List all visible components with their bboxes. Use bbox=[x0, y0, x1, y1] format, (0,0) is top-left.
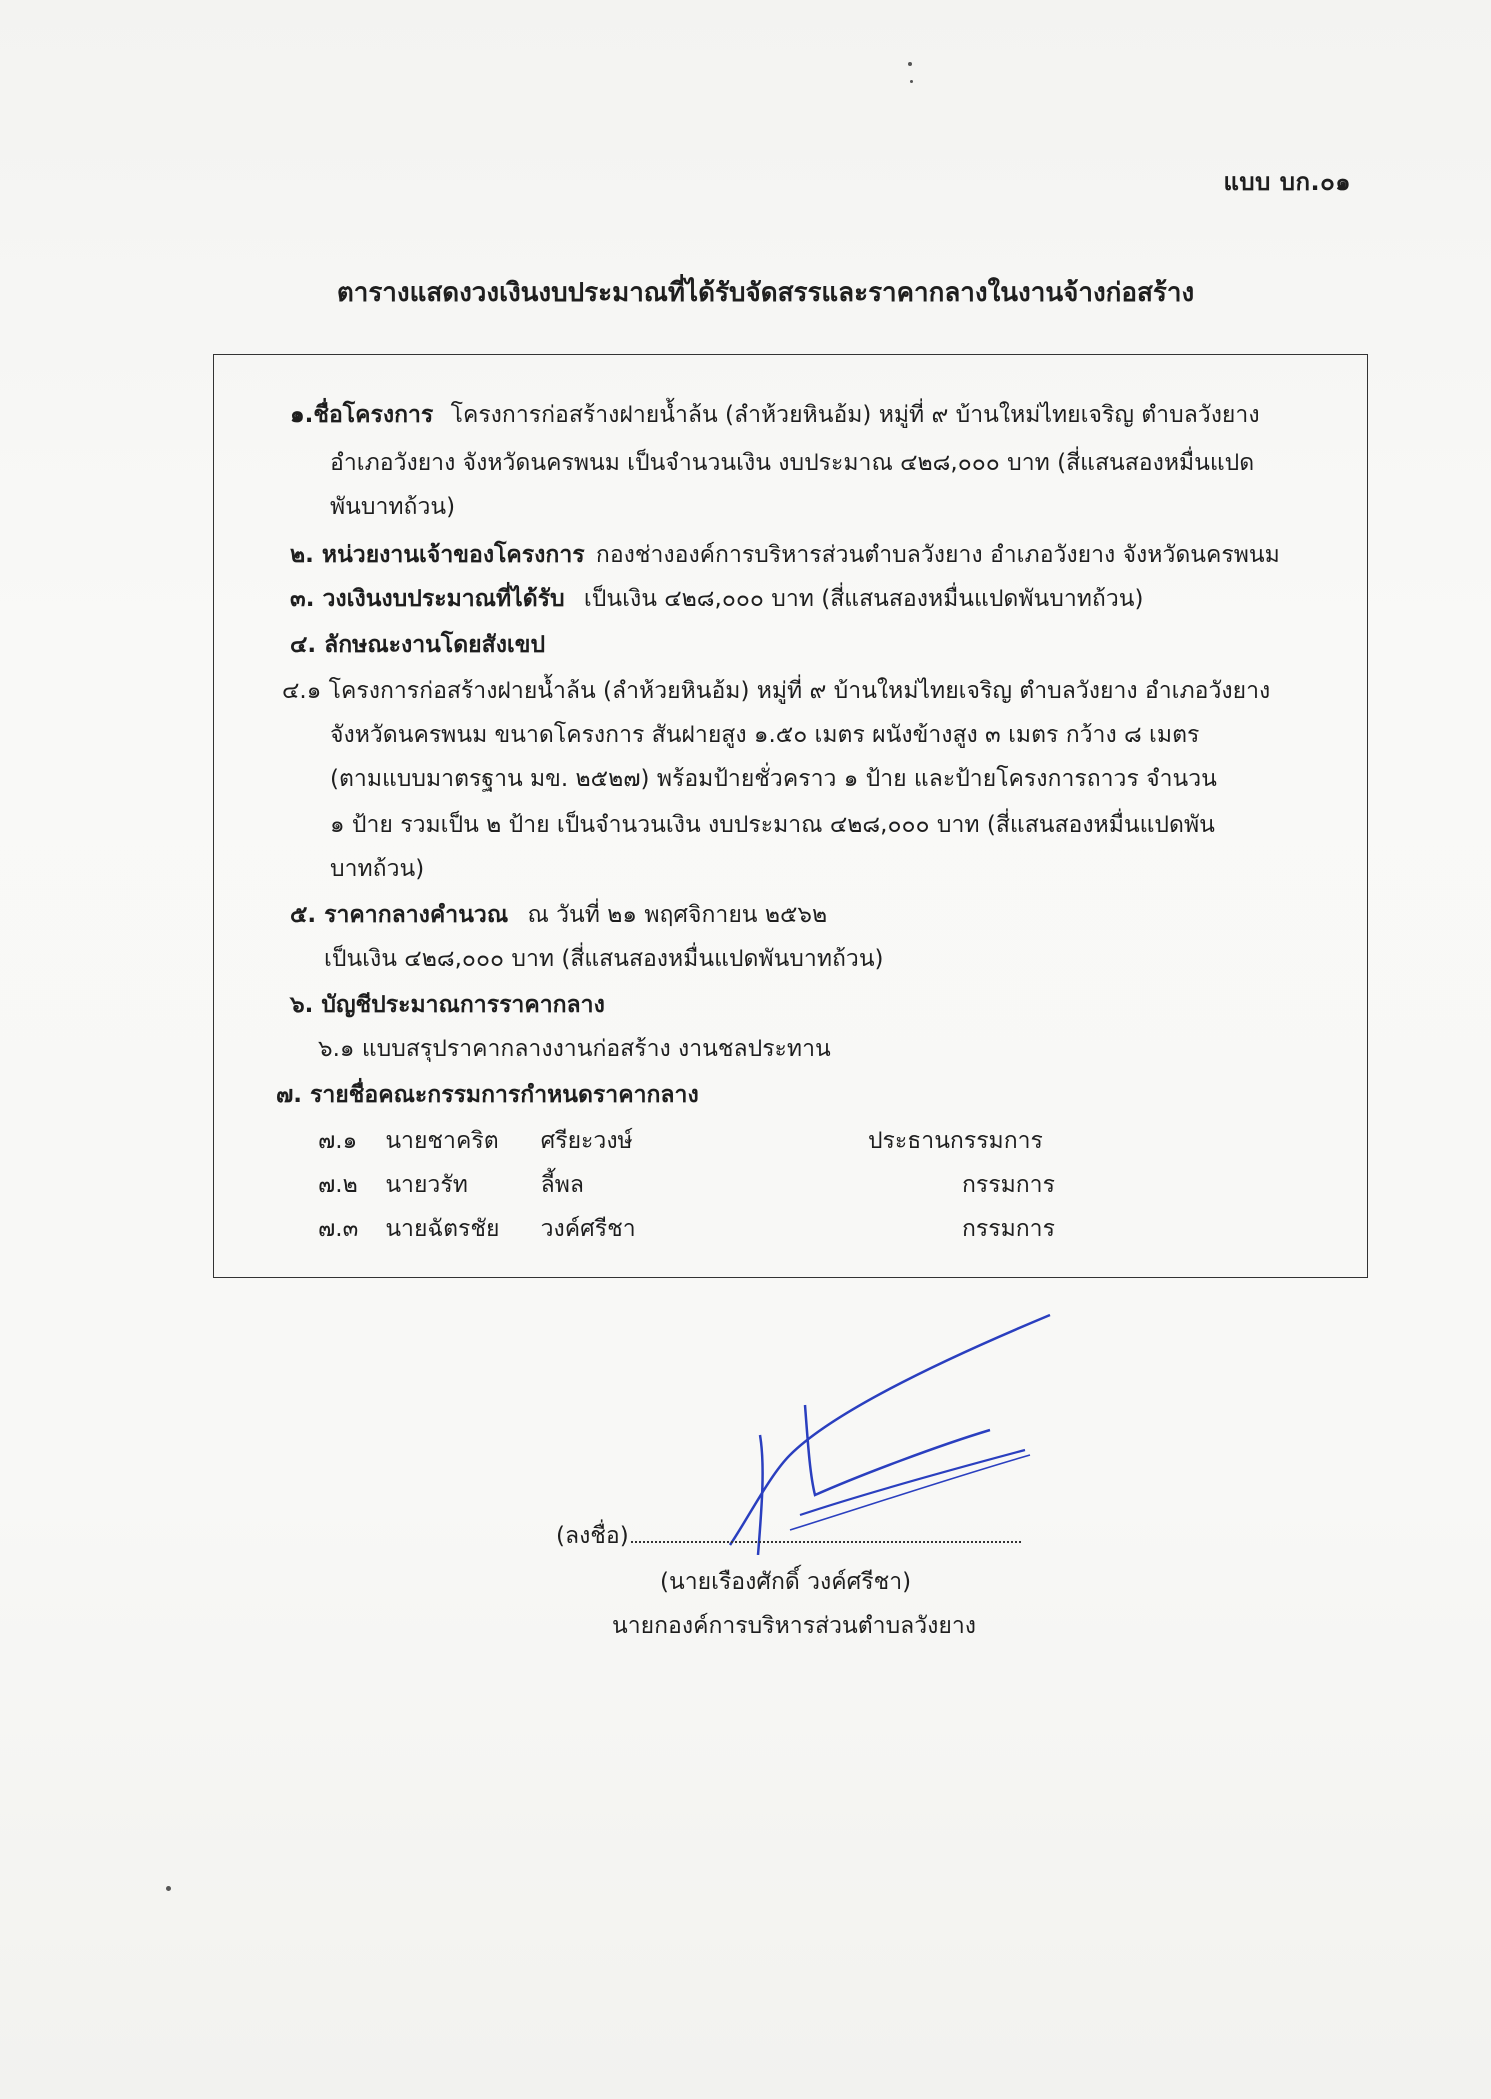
item-5-date: ณ วันที่ ๒๑ พฤศจิกายน ๒๕๖๒ bbox=[527, 902, 828, 928]
item-2-label: ๒. หน่วยงานเจ้าของโครงการ bbox=[290, 542, 585, 568]
form-code: แบบ บก.๐๑ bbox=[1223, 168, 1351, 196]
committee-last-name: วงค์ศรีชา bbox=[540, 1216, 636, 1242]
item-4-1-line-2: จังหวัดนครพนม ขนาดโครงการ สันฝายสูง ๑.๕๐ เมตร ผนังข้างสูง ๓ เมตร กว้าง ๘ เมตร bbox=[330, 722, 1200, 748]
item-4-label: ๔. ลักษณะงานโดยสังเขป bbox=[290, 632, 546, 658]
committee-first-name: นายวรัท bbox=[385, 1172, 468, 1198]
item-4-1-line-4: ๑ ป้าย รวมเป็น ๒ ป้าย เป็นจำนวนเงิน งบประมาณ ๔๒๘,๐๐๐ บาท (สี่แสนสองหมื่นแปดพัน bbox=[330, 812, 1215, 838]
item-1-label: ๑.ชื่อโครงการ bbox=[290, 402, 434, 428]
item-1-text: โครงการก่อสร้างฝายน้ำล้น (ลำห้วยหินอ้ม) หมู่ที่ ๙ บ้านใหม่ไทยเจริญ ตำบลวังยาง bbox=[450, 402, 1260, 428]
committee-row bbox=[318, 1172, 1055, 1200]
signer-position: นายกองค์การบริหารส่วนตำบลวังยาง bbox=[612, 1613, 977, 1639]
committee-last-name: ศรียะวงษ์ bbox=[540, 1128, 633, 1154]
item-1 bbox=[290, 402, 1260, 430]
committee-last-name: ลี้พล bbox=[540, 1172, 584, 1198]
document-title: ตารางแสดงวงเงินงบประมาณที่ได้รับจัดสรรและราคากลางในงานจ้างก่อสร้าง bbox=[336, 278, 1195, 308]
item-4-1-line-1: ๔.๑ โครงการก่อสร้างฝายน้ำล้น (ลำห้วยหินอ้ม) หมู่ที่ ๙ บ้านใหม่ไทยเจริญ ตำบลวังยาง อำเภอวังยาง bbox=[282, 678, 1271, 704]
committee-no: ๗.๒ bbox=[318, 1172, 358, 1198]
item-3-label: ๓. วงเงินงบประมาณที่ได้รับ bbox=[290, 586, 565, 612]
sign-label: (ลงชื่อ) bbox=[556, 1523, 629, 1549]
item-4-1-line-5: บาทถ้วน) bbox=[330, 856, 425, 882]
committee-role: กรรมการ bbox=[961, 1216, 1055, 1242]
item-7-label: ๗. รายชื่อคณะกรรมการกำหนดราคากลาง bbox=[276, 1082, 699, 1108]
committee-role: ประธานกรรมการ bbox=[867, 1128, 1043, 1154]
item-3 bbox=[290, 586, 1143, 614]
signature-line bbox=[556, 1518, 1021, 1554]
item-6-label: ๖. บัญชีประมาณการราคากลาง bbox=[290, 992, 605, 1018]
committee-row bbox=[318, 1216, 1055, 1244]
committee-no: ๗.๓ bbox=[318, 1216, 359, 1242]
committee-first-name: นายฉัตรชัย bbox=[385, 1216, 500, 1242]
committee-row bbox=[318, 1128, 1043, 1156]
item-5-amount: เป็นเงิน ๔๒๘,๐๐๐ บาท (สี่แสนสองหมื่นแปดพันบาทถ้วน) bbox=[324, 946, 884, 972]
item-2 bbox=[290, 542, 1280, 570]
signature-dotted-line bbox=[631, 1521, 1021, 1543]
item-6-1: ๖.๑ แบบสรุปราคากลางงานก่อสร้าง งานชลประทาน bbox=[318, 1036, 831, 1062]
paper-speck bbox=[166, 1886, 171, 1891]
paper-speck bbox=[908, 62, 912, 66]
committee-no: ๗.๑ bbox=[318, 1128, 358, 1154]
committee-first-name: นายชาคริต bbox=[385, 1128, 499, 1154]
item-5 bbox=[290, 902, 827, 930]
paper-speck bbox=[910, 80, 913, 83]
item-2-text: กองช่างองค์การบริหารส่วนตำบลวังยาง อำเภอวังยาง จังหวัดนครพนม bbox=[595, 542, 1280, 568]
item-5-label: ๕. ราคากลางคำนวณ bbox=[290, 902, 509, 928]
committee-role: กรรมการ bbox=[961, 1172, 1055, 1198]
item-4-1-line-3: (ตามแบบมาตรฐาน มข. ๒๕๒๗) พร้อมป้ายชั่วคราว ๑ ป้าย และป้ายโครงการถาวร จำนวน bbox=[330, 766, 1217, 792]
item-1-text-line-3: พันบาทถ้วน) bbox=[330, 494, 456, 520]
item-3-text: เป็นเงิน ๔๒๘,๐๐๐ บาท (สี่แสนสองหมื่นแปดพันบาทถ้วน) bbox=[583, 586, 1144, 612]
signer-name: (นายเรืองศักดิ์ วงค์ศรีชา) bbox=[660, 1569, 912, 1595]
item-1-text-line-2: อำเภอวังยาง จังหวัดนครพนม เป็นจำนวนเงิน งบประมาณ ๔๒๘,๐๐๐ บาท (สี่แสนสองหมื่นแปด bbox=[330, 450, 1255, 476]
